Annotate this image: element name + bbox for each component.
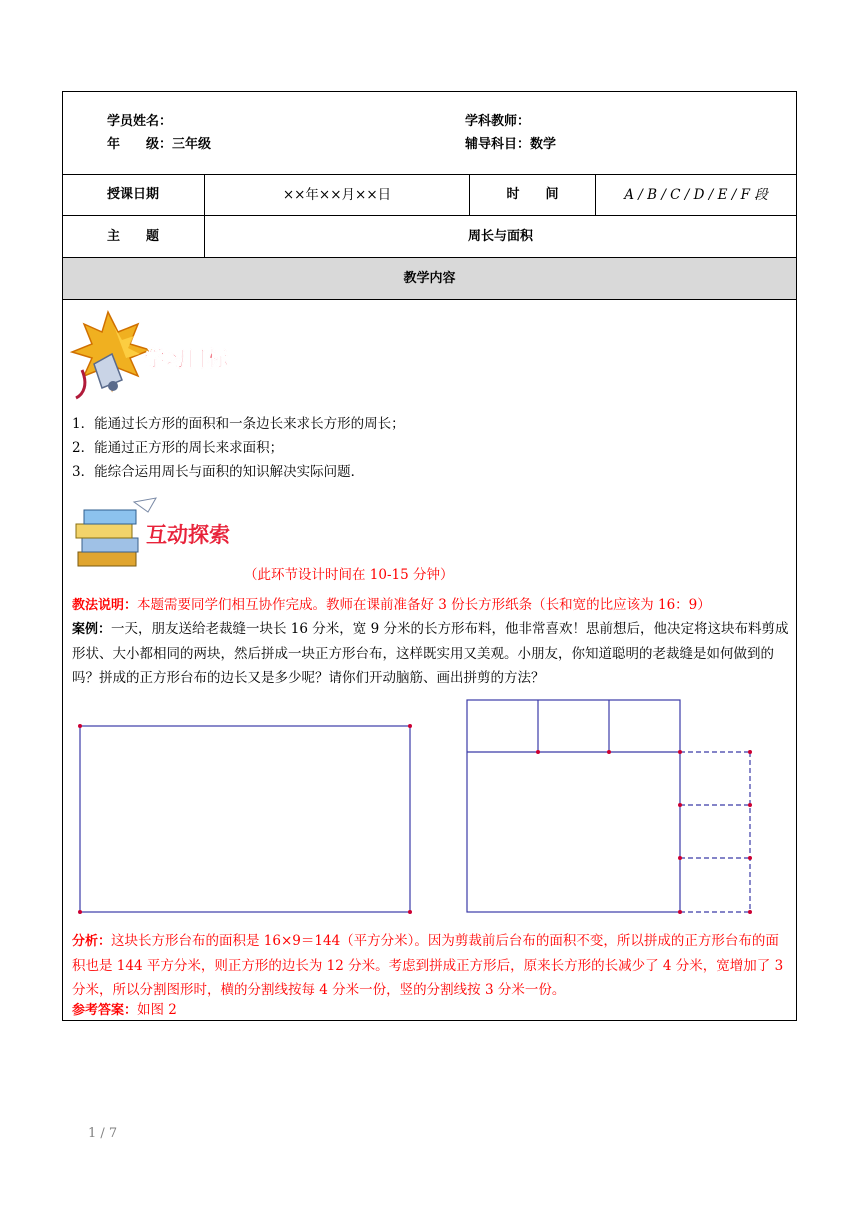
topic-value: 周长与面积 [467, 229, 533, 244]
explore-banner [70, 496, 250, 576]
row-divider [62, 174, 797, 175]
method-paragraph [72, 593, 790, 618]
figure-1-rectangle [78, 724, 412, 914]
figure-2-square [467, 700, 752, 914]
teacher-label: 学科教师： [465, 114, 531, 129]
answer-paragraph [72, 998, 790, 1023]
method-label: 教法说明： [72, 598, 138, 613]
row-divider [62, 215, 797, 216]
method-text: 本题需要同学们相互协作完成。教师在课前准备好 3 份长方形纸条（长和宽的比应该为 16：9） [137, 597, 711, 613]
books-icon [76, 498, 156, 566]
grade-value: 三年级 [172, 137, 212, 152]
date-value: ××年××月××日 [282, 187, 392, 203]
case-text: 一天，朋友送给老裁缝一块长 16 分米，宽 9 分米的长方形布料，他非常喜欢！思前想后，他决定将这块布料剪成形状、大小都相同的两块，然后拼成一块正方形台布，这样既实用又美观。小朋友，你知道聪明的老裁缝是如何做到的吗？拼成的正方形台布的边长又是多少呢？请你们开动脑筋、画出拼剪的方法？ [72, 621, 789, 686]
date-label: 授课日期 [107, 187, 160, 202]
subject-row [465, 136, 556, 154]
topic-label: 主 题 [107, 229, 160, 244]
row-divider [62, 299, 797, 300]
goal-item: 3．能综合运用周长与面积的知识解决实际问题． [72, 464, 365, 480]
goals-list [72, 412, 790, 484]
case-label: 案例： [72, 622, 112, 637]
page-number: 1 / 7 [88, 1126, 118, 1141]
subject-label: 辅导科目： [465, 137, 531, 152]
time-value: A / B / C / D / E / F 段 [624, 187, 768, 203]
student-name-label: 学员姓名： [107, 114, 173, 129]
analysis-paragraph [72, 929, 790, 1002]
time-label: 时 间 [506, 187, 559, 202]
cutting-figures [70, 692, 790, 922]
case-paragraph [72, 617, 790, 690]
grade-row [107, 136, 211, 154]
goals-banner [68, 306, 248, 402]
answer-label: 参考答案： [72, 1003, 138, 1018]
explore-banner-title: 互动探索 [146, 523, 230, 547]
analysis-text: 这块长方形台布的面积是 16×9＝144（平方分米）。因为剪裁前后台布的面积不变，所以拼成的正方形台布的面积也是 144 平方分米，则正方形的边长为 12 分米。考虑到拼成正方形后，原来长方形的长减少了 4 分米，宽增加了 3 分米，所以分割图形时，横的分割线按每 4 分米一份，竖的分割线按 3 分米一份。 [72, 933, 784, 998]
analysis-label: 分析： [72, 934, 112, 949]
section-title: 教学内容 [403, 271, 456, 286]
grade-label: 年 级： [107, 137, 173, 152]
goal-item: 1．能通过长方形的面积和一条边长来求长方形的周长； [72, 416, 405, 432]
time-note: （此环节设计时间在 10-15 分钟） [244, 567, 454, 583]
subject-value: 数学 [530, 137, 557, 152]
goal-item: 2．能通过正方形的周长来求面积； [72, 440, 284, 456]
goals-banner-title: 学习目标 [144, 347, 228, 371]
bell-icon [76, 354, 122, 398]
answer-text: 如图 2 [137, 1002, 177, 1018]
